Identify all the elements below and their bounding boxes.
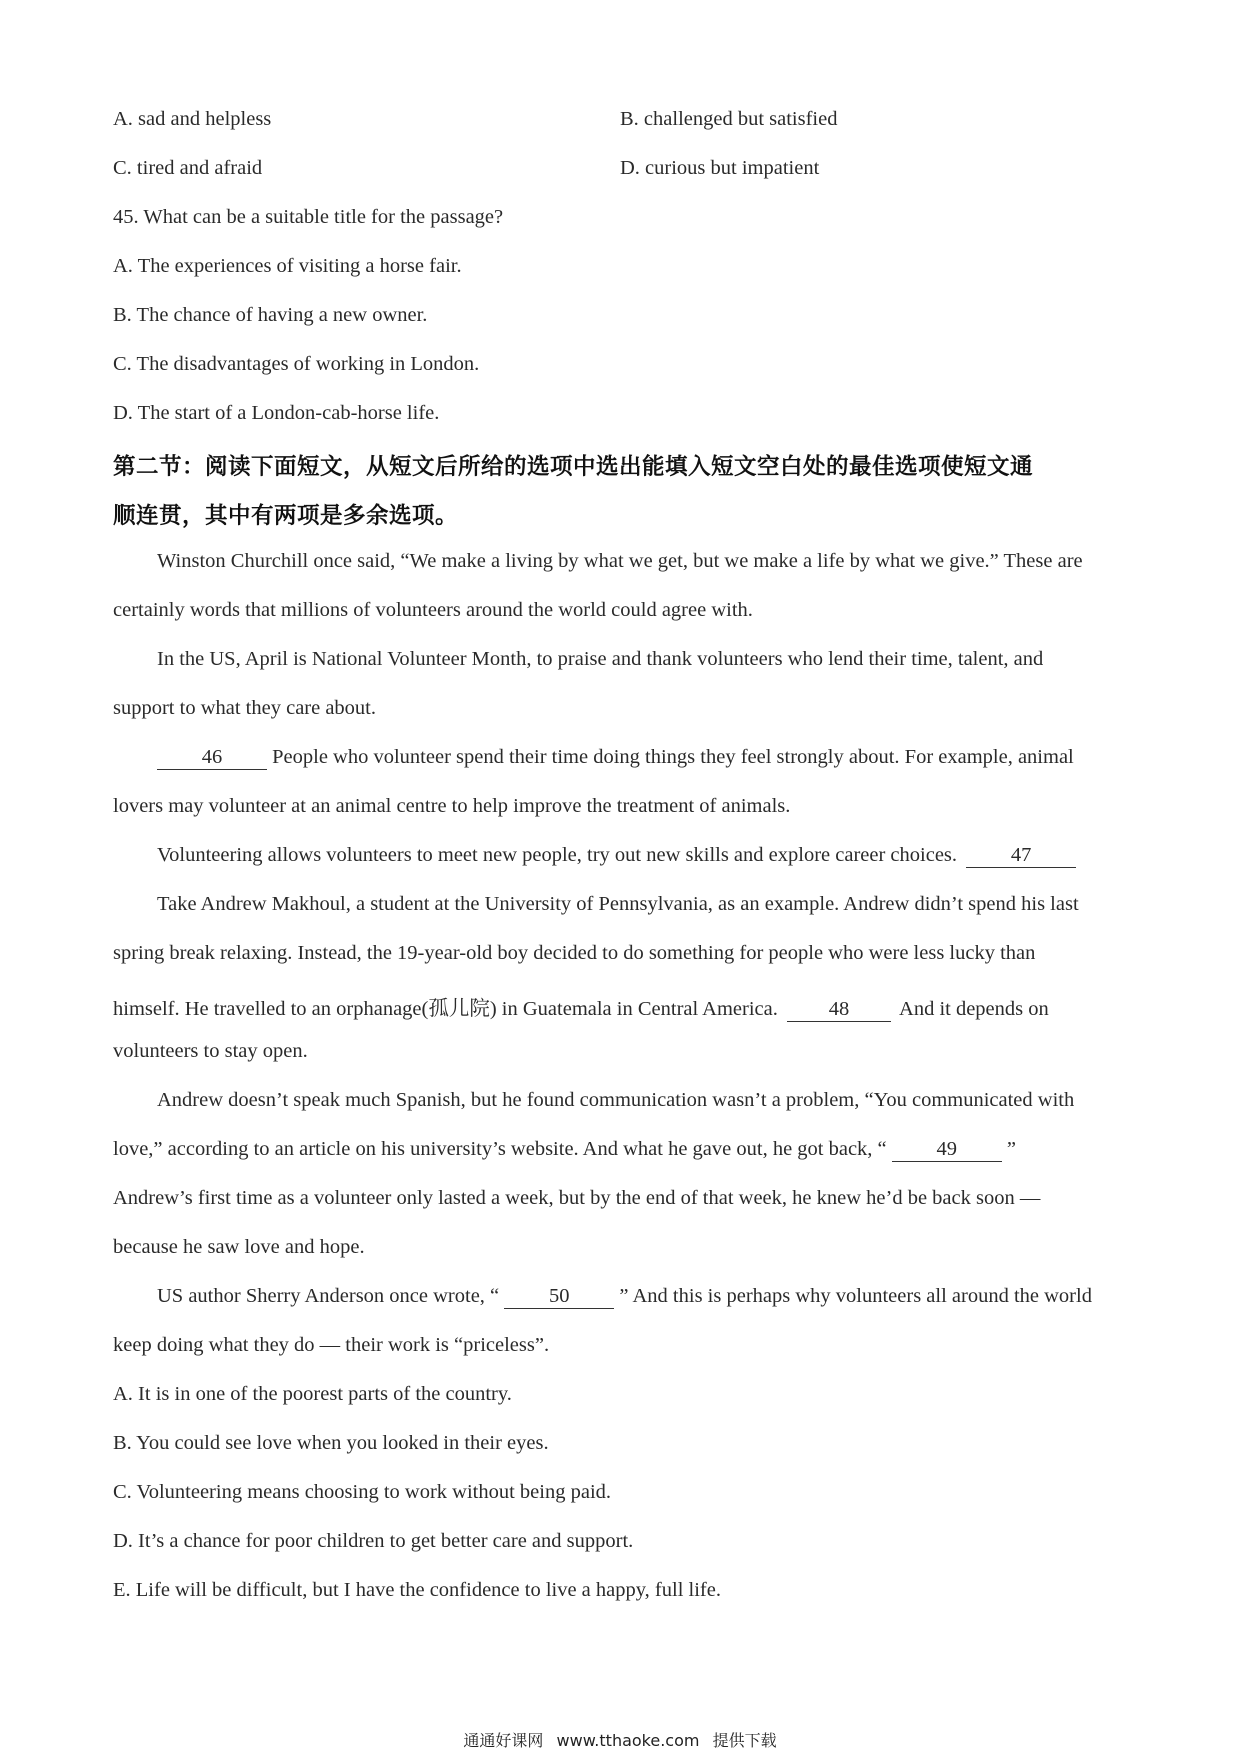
passage-p6-text-a: love,” according to an article on his university’s website. And what he gave out, he got back, “ (113, 1138, 887, 1160)
passage-p2-line1: In the US, April is National Volunteer Month, to praise and thank volunteers who lend their time, talent, and (157, 648, 1044, 670)
page-footer (0, 1728, 1240, 1751)
passage-p5-line1: Take Andrew Makhoul, a student at the University of Pennsylvania, as an example. Andrew didn’t spend his last (157, 893, 1079, 915)
q44-option-d: D. curious but impatient (620, 157, 820, 179)
option-c: C. Volunteering means choosing to work without being paid. (113, 1481, 612, 1503)
blank-47: 47 (966, 844, 1076, 868)
passage-p1-line2: certainly words that millions of volunteers around the world could agree with. (113, 599, 753, 621)
passage-p5-line3 (113, 991, 1049, 1022)
q44-option-b: B. challenged but satisfied (620, 108, 838, 130)
q45-option-a: A. The experiences of visiting a horse fair. (113, 255, 462, 277)
passage-p6-line3: Andrew’s first time as a volunteer only lasted a week, but by the end of that week, he knew he’d be back soon — (113, 1187, 1041, 1209)
passage-p6-line1: Andrew doesn’t speak much Spanish, but he found communication wasn’t a problem, “You communicated with (157, 1089, 1075, 1111)
passage-p5-text-a: himself. He travelled to an orphanage(孤儿院) in Guatemala in Central America. (113, 998, 778, 1020)
passage-p6-line4: because he saw love and hope. (113, 1236, 365, 1258)
footer-site-name: 通通好课网 (463, 1731, 544, 1750)
q44-option-a: A. sad and helpless (113, 108, 272, 130)
q45-option-b: B. The chance of having a new owner. (113, 304, 428, 326)
passage-p3-line1 (157, 746, 1074, 770)
footer-tail: 提供下载 (712, 1731, 777, 1750)
passage-p4-line1 (157, 844, 1076, 868)
option-a: A. It is in one of the poorest parts of the country. (113, 1383, 512, 1405)
passage-p2-line2: support to what they care about. (113, 697, 377, 719)
blank-50: 50 (504, 1285, 614, 1309)
passage-p7-text-a: US author Sherry Anderson once wrote, “ (157, 1285, 500, 1307)
passage-p4-text: Volunteering allows volunteers to meet new people, try out new skills and explore career choices. (157, 844, 958, 866)
passage-p3-line2: lovers may volunteer at an animal centre to help improve the treatment of animals. (113, 795, 791, 817)
section-heading-line2: 顺连贯，其中有两项是多余选项。 (113, 503, 459, 529)
passage-p7-text-b: ” And this is perhaps why volunteers all around the world (619, 1285, 1092, 1307)
passage-p1-line1: Winston Churchill once said, “We make a living by what we get, but we make a life by what we give.” These are (157, 550, 1083, 572)
q45-option-c: C. The disadvantages of working in London. (113, 353, 480, 375)
blank-46: 46 (157, 746, 267, 770)
passage-p7-line1 (157, 1285, 1092, 1309)
passage-p3-text: People who volunteer spend their time doing things they feel strongly about. For example, animal (272, 746, 1074, 768)
option-e: E. Life will be difficult, but I have the confidence to live a happy, full life. (113, 1579, 721, 1601)
blank-49: 49 (892, 1138, 1002, 1162)
passage-p6-line2 (113, 1138, 1016, 1162)
passage-p5-line2: spring break relaxing. Instead, the 19-year-old boy decided to do something for people who were less lucky than (113, 942, 1036, 964)
passage-p5-text-b: And it depends on (899, 998, 1049, 1020)
passage-p6-text-b: ” (1006, 1138, 1017, 1160)
blank-48: 48 (787, 998, 891, 1022)
option-d: D. It’s a chance for poor children to get better care and support. (113, 1530, 634, 1552)
footer-url[interactable]: www.tthaoke.com (556, 1731, 700, 1750)
q44-option-c: C. tired and afraid (113, 157, 263, 179)
section-heading-line1: 第二节：阅读下面短文，从短文后所给的选项中选出能填入短文空白处的最佳选项使短文通 (113, 454, 1034, 480)
q45-question: 45. What can be a suitable title for the passage? (113, 206, 504, 228)
passage-p5-line4: volunteers to stay open. (113, 1040, 308, 1062)
passage-p7-line2: keep doing what they do — their work is “priceless”. (113, 1334, 550, 1356)
option-b: B. You could see love when you looked in their eyes. (113, 1432, 549, 1454)
q45-option-d: D. The start of a London-cab-horse life. (113, 402, 440, 424)
